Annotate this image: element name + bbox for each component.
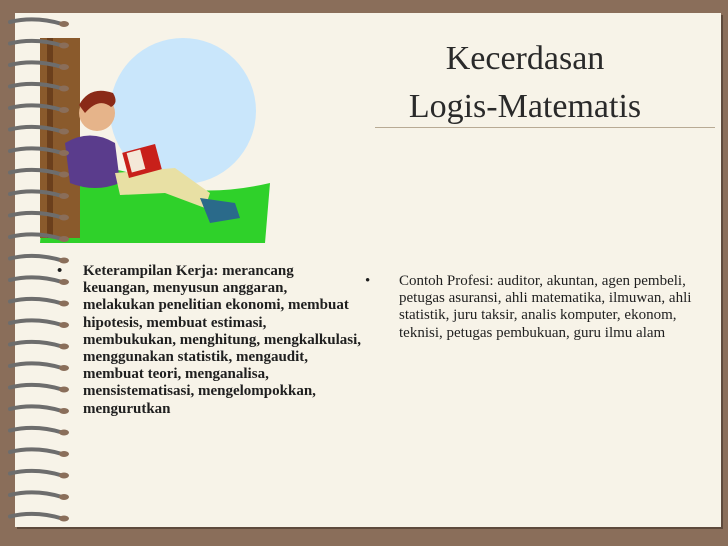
spiral-ring xyxy=(10,514,69,522)
slide-page xyxy=(15,13,721,527)
spiral-ring xyxy=(10,299,69,307)
spiral-ring xyxy=(10,363,69,371)
left-bullet-text: Keterampilan Kerja: merancang keuangan, menyusun anggaran, melakukan penelitian ekonomi, membuat hipotesis, membuat estimasi, membukukan, menghitung, mengkalkulasi, menggunakan statistik, mengaudit, membuat teori, menganalisa, mensistematisasi, mengelompokkan, mengurutkan xyxy=(83,263,361,417)
right-bullet-text: Contoh Profesi: auditor, akuntan, agen pembeli, petugas asuransi, ahli matematika, ilmuwan, ahli statistik, juru taksir, analis komputer, ekonom, teknisi, petugas pembukuan, guru ilmu alam xyxy=(399,273,692,341)
title-line-1: Kecerdasan xyxy=(445,40,605,77)
spiral-ring xyxy=(10,105,69,113)
spiral-ring xyxy=(10,84,69,92)
spiral-ring xyxy=(10,471,69,479)
title-divider xyxy=(375,127,715,128)
slide-title xyxy=(375,35,675,131)
spiral-ring xyxy=(10,320,69,328)
spiral-ring xyxy=(10,170,69,178)
title-line-2: Logis-Matematis xyxy=(408,88,642,125)
spiral-ring xyxy=(10,428,69,436)
spiral-ring xyxy=(10,234,69,242)
bullet-marker: • xyxy=(365,273,371,289)
spiral-ring xyxy=(10,19,69,27)
spiral-ring xyxy=(10,492,69,500)
spiral-ring-icon xyxy=(0,0,90,546)
bullet-marker: • xyxy=(57,263,63,279)
spiral-ring xyxy=(10,385,69,393)
spiral-ring xyxy=(10,62,69,70)
spiral-ring xyxy=(10,449,69,457)
right-bullet xyxy=(365,273,695,342)
spiral-ring xyxy=(10,406,69,414)
spiral-ring xyxy=(10,256,69,264)
spiral-ring xyxy=(10,342,69,350)
spiral-ring xyxy=(10,277,69,285)
spiral-ring xyxy=(10,41,69,49)
spiral-ring xyxy=(10,127,69,135)
left-bullet xyxy=(57,263,362,418)
spiral-ring xyxy=(10,213,69,221)
spiral-ring xyxy=(10,191,69,199)
spiral-ring xyxy=(10,148,69,156)
